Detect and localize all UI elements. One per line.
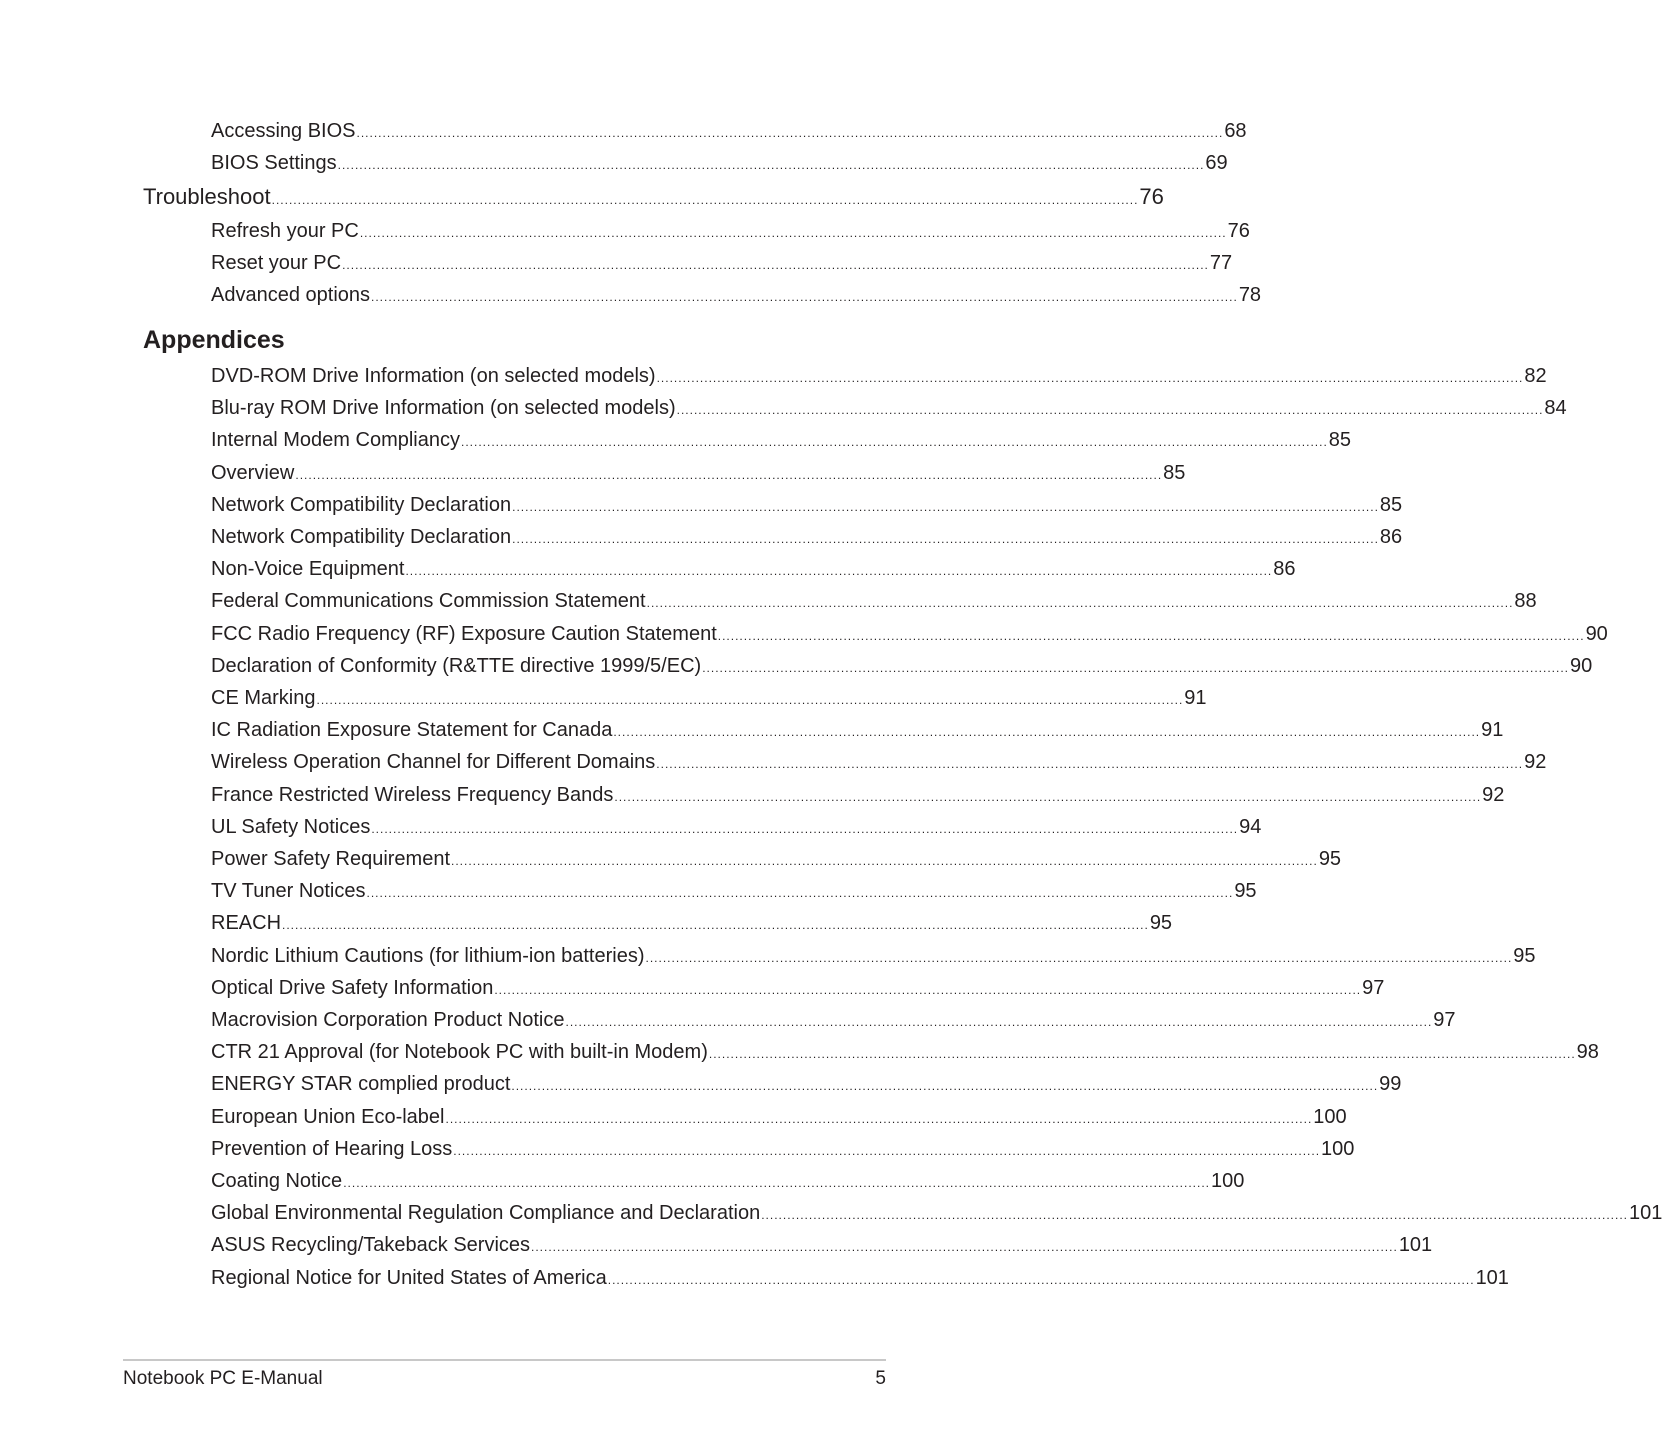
toc-entry-page: 91 — [1481, 719, 1504, 741]
toc-entry[interactable] — [211, 1073, 1402, 1099]
toc-entry-page: 92 — [1482, 784, 1505, 806]
dot-leader: ........................................................................................................................................................................................................ — [646, 596, 1514, 610]
dot-leader: ........................................................................................................................................................................................................ — [405, 564, 1273, 578]
toc-entry-label: Refresh your PC — [211, 220, 359, 242]
toc-entry-label: European Union Eco-label — [211, 1106, 445, 1128]
dot-leader: ........................................................................................................................................................................................................ — [676, 403, 1544, 417]
toc-entry-label: Power Safety Requirement — [211, 848, 451, 870]
toc-entry-page: 78 — [1238, 284, 1262, 306]
toc-entry-page: 85 — [1163, 462, 1186, 484]
dot-leader: ........................................................................................................................................................................................................ — [359, 226, 1227, 240]
toc-entry-page: 76 — [1227, 220, 1250, 242]
toc-entry-page: 100 — [1313, 1106, 1347, 1128]
toc-entry-label: Wireless Operation Channel for Different Domains — [211, 751, 656, 773]
toc-entry[interactable] — [211, 284, 1262, 310]
dot-leader: ........................................................................................................................................................................................................ — [461, 435, 1328, 449]
dot-leader: ........................................................................................................................................................................................................ — [371, 290, 1238, 304]
toc-entry-page: 97 — [1433, 1009, 1456, 1031]
toc-entry-label: Troubleshoot — [143, 184, 271, 209]
toc-entry-page: 98 — [1576, 1041, 1599, 1063]
dot-leader: ........................................................................................................................................................................................................ — [708, 1047, 1576, 1061]
dot-leader: ........................................................................................................................................................................................................ — [337, 158, 1205, 172]
toc-entry-label: FCC Radio Frequency (RF) Exposure Caution Statement — [211, 623, 717, 645]
dot-leader: ........................................................................................................................................................................................................ — [316, 693, 1184, 707]
dot-leader: ........................................................................................................................................................................................................ — [645, 951, 1513, 965]
dot-leader: ........................................................................................................................................................................................................ — [614, 790, 1482, 804]
toc-entry[interactable] — [211, 1138, 1355, 1164]
toc-entry-label: Blu-ray ROM Drive Information (on selected models) — [211, 397, 676, 419]
toc-entry-page: 69 — [1205, 152, 1228, 174]
toc-entry-label: IC Radiation Exposure Statement for Canada — [211, 719, 613, 741]
toc-entry-page: 101 — [1475, 1267, 1509, 1289]
page-number: 5 — [875, 1368, 886, 1389]
dot-leader: ........................................................................................................................................................................................................ — [371, 822, 1239, 836]
toc-entry-label: CE Marking — [211, 687, 316, 709]
dot-leader: ........................................................................................................................................................................................................ — [512, 532, 1379, 546]
toc-entry[interactable] — [211, 945, 1536, 971]
toc-entry-page: 95 — [1149, 912, 1173, 934]
dot-leader: ........................................................................................................................................................................................................ — [607, 1273, 1475, 1287]
dot-leader: ........................................................................................................................................................................................................ — [295, 468, 1163, 482]
dot-leader: ........................................................................................................................................................................................................ — [761, 1208, 1628, 1222]
toc-entry[interactable] — [143, 184, 1164, 214]
toc-entry-page: 68 — [1224, 120, 1247, 142]
toc-entry-label: Reset your PC — [211, 252, 342, 274]
toc-entry[interactable] — [211, 365, 1547, 391]
toc-entry[interactable] — [211, 526, 1403, 552]
toc-entry-label: Overview — [211, 462, 295, 484]
toc-entry[interactable] — [211, 848, 1342, 874]
toc-entry-label: BIOS Settings — [211, 152, 337, 174]
dot-leader: ........................................................................................................................................................................................................ — [702, 661, 1569, 675]
dot-leader: ........................................................................................................................................................................................................ — [565, 1015, 1433, 1029]
toc-entry[interactable] — [211, 912, 1173, 938]
dot-leader: ........................................................................................................................................................................................................ — [717, 629, 1585, 643]
footer-divider — [123, 1359, 886, 1361]
toc-entry[interactable] — [211, 1202, 1662, 1228]
toc-entry-page: 95 — [1318, 848, 1342, 870]
toc-entry[interactable] — [211, 623, 1608, 649]
toc-entry-page: 94 — [1239, 816, 1262, 838]
dot-leader: ........................................................................................................................................................................................................ — [511, 1079, 1379, 1093]
toc-entry-label: Regional Notice for United States of America — [211, 1267, 607, 1289]
toc-entry-label: Global Environmental Regulation Compliance and Declaration — [211, 1202, 761, 1224]
dot-leader: ........................................................................................................................................................................................................ — [356, 126, 1224, 140]
dot-leader: ........................................................................................................................................................................................................ — [271, 193, 1139, 207]
dot-leader: ........................................................................................................................................................................................................ — [453, 1144, 1321, 1158]
toc-entry-page: 76 — [1139, 184, 1164, 209]
toc-entry-page: 101 — [1629, 1202, 1662, 1224]
toc-entry[interactable] — [211, 1009, 1456, 1035]
toc-entry-label: Network Compatibility Declaration — [211, 494, 512, 516]
toc-entry-page: 101 — [1398, 1234, 1433, 1256]
toc-entry[interactable] — [211, 687, 1207, 713]
toc-entry-page: 82 — [1524, 365, 1547, 387]
dot-leader: ........................................................................................................................................................................................................ — [342, 258, 1209, 272]
toc-entry[interactable] — [211, 220, 1250, 246]
toc-entry-page: 100 — [1321, 1138, 1355, 1160]
dot-leader: ........................................................................................................................................................................................................ — [343, 1176, 1210, 1190]
toc-entry-page: 100 — [1210, 1170, 1245, 1192]
toc-entry-page: 85 — [1379, 494, 1403, 516]
toc-entry-label: UL Safety Notices — [211, 816, 371, 838]
toc-entry[interactable] — [211, 1234, 1433, 1260]
toc-entry-label: Macrovision Corporation Product Notice — [211, 1009, 565, 1031]
toc-entry[interactable] — [211, 1041, 1599, 1067]
toc-entry-page: 97 — [1362, 977, 1385, 999]
toc-entry-label: TV Tuner Notices — [211, 880, 366, 902]
toc-entry-page: 95 — [1513, 945, 1536, 967]
dot-leader: ........................................................................................................................................................................................................ — [445, 1112, 1313, 1126]
toc-entry[interactable] — [211, 429, 1352, 455]
toc-entry-page: 99 — [1379, 1073, 1402, 1095]
toc-entry-label: ASUS Recycling/Takeback Services — [211, 1234, 531, 1256]
toc-entry-label: Nordic Lithium Cautions (for lithium-ion batteries) — [211, 945, 645, 967]
toc-entry-page: 88 — [1514, 590, 1537, 612]
toc-entry-label: Declaration of Conformity (R&TTE directive 1999/5/EC) — [211, 655, 702, 677]
toc-entry[interactable] — [211, 558, 1296, 584]
toc-entry[interactable] — [211, 655, 1593, 681]
toc-entry-page: 85 — [1328, 429, 1352, 451]
dot-leader: ........................................................................................................................................................................................................ — [451, 854, 1318, 868]
toc-entry-label: Advanced options — [211, 284, 371, 306]
toc-entry-label: DVD-ROM Drive Information (on selected models) — [211, 365, 656, 387]
toc-entry-page: 92 — [1524, 751, 1547, 773]
dot-leader: ........................................................................................................................................................................................................ — [656, 757, 1524, 771]
dot-leader: ........................................................................................................................................................................................................ — [531, 1240, 1398, 1254]
toc-entry-label: Prevention of Hearing Loss — [211, 1138, 453, 1160]
toc-entry[interactable] — [211, 751, 1547, 777]
toc-entry[interactable] — [211, 1267, 1509, 1293]
toc-entry[interactable] — [211, 120, 1247, 146]
toc-entry[interactable] — [211, 816, 1262, 842]
toc-entry[interactable] — [211, 397, 1567, 423]
toc-entry-label: Network Compatibility Declaration — [211, 526, 512, 548]
appendices-heading: Appendices — [143, 326, 285, 354]
dot-leader: ........................................................................................................................................................................................................ — [494, 983, 1362, 997]
toc-entry-page: 90 — [1569, 655, 1593, 677]
toc-entry-label: Optical Drive Safety Information — [211, 977, 494, 999]
dot-leader: ........................................................................................................................................................................................................ — [512, 500, 1379, 514]
dot-leader: ........................................................................................................................................................................................................ — [366, 886, 1234, 900]
toc-entry-label: Internal Modem Compliancy — [211, 429, 460, 451]
toc-entry[interactable] — [211, 252, 1233, 278]
dot-leader: ........................................................................................................................................................................................................ — [656, 371, 1524, 385]
toc-entry-label: Federal Communications Commission Statement — [211, 590, 646, 612]
toc-entry[interactable] — [211, 462, 1186, 488]
toc-entry[interactable] — [211, 977, 1385, 1003]
toc-entry-label: Non-Voice Equipment — [211, 558, 405, 580]
footer-title: Notebook PC E-Manual — [123, 1368, 323, 1389]
toc-entry[interactable] — [211, 494, 1403, 520]
toc-entry[interactable] — [211, 1170, 1245, 1196]
toc-entry-page: 86 — [1273, 558, 1296, 580]
toc-entry-label: France Restricted Wireless Frequency Bands — [211, 784, 614, 806]
toc-entry-page: 91 — [1184, 687, 1207, 709]
toc-entry-page: 77 — [1209, 252, 1233, 274]
toc-entry[interactable] — [211, 590, 1537, 616]
toc-entry-page: 95 — [1234, 880, 1257, 902]
toc-entry[interactable] — [211, 1106, 1347, 1132]
toc-entry-page: 90 — [1585, 623, 1608, 645]
dot-leader: ........................................................................................................................................................................................................ — [613, 725, 1481, 739]
toc-entry-label: ENERGY STAR complied product — [211, 1073, 511, 1095]
toc-entry-label: CTR 21 Approval (for Notebook PC with built-in Modem) — [211, 1041, 708, 1063]
toc-entry-label: Accessing BIOS — [211, 120, 356, 142]
toc-entry[interactable] — [211, 784, 1505, 810]
dot-leader: ........................................................................................................................................................................................................ — [282, 918, 1149, 932]
toc-entry-page: 84 — [1544, 397, 1567, 419]
toc-entry-page: 86 — [1379, 526, 1403, 548]
toc-entry-label: Coating Notice — [211, 1170, 343, 1192]
toc-entry[interactable] — [211, 152, 1228, 178]
toc-entry[interactable] — [211, 880, 1257, 906]
toc-entry[interactable] — [211, 719, 1504, 745]
toc-entry-label: REACH — [211, 912, 282, 934]
